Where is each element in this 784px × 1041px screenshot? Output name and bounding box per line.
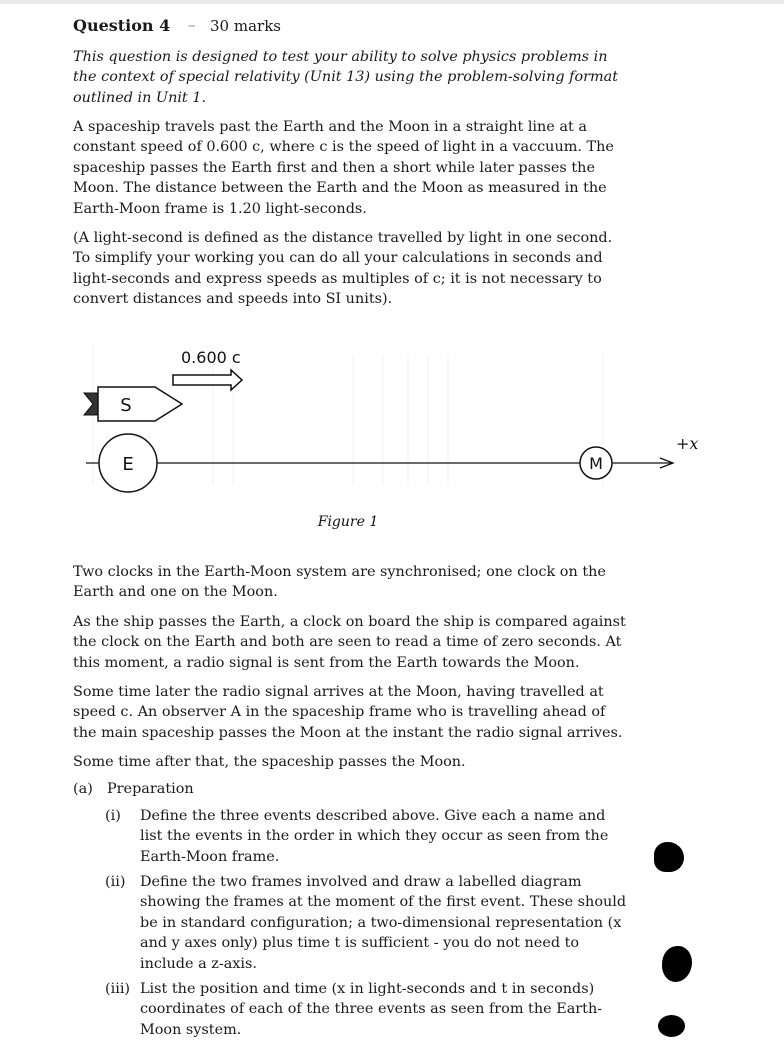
question-marks: 30 marks <box>210 17 281 35</box>
velocity-arrow <box>173 370 242 390</box>
subpart-i <box>105 806 630 867</box>
subpart-iii <box>105 979 630 1040</box>
spaceship <box>98 387 182 421</box>
ship-passes-moon-paragraph: Some time after that, the spaceship passes the Moon. <box>73 754 466 770</box>
intro-text: This question is designed to test your ability to solve physics problems in the context of special relativity (Unit 13) using the problem-solving format outlined in Unit 1. <box>73 49 619 106</box>
clocks-paragraph: Two clocks in the Earth-Moon system are synchronised; one clock on the Earth and one on the Moon. <box>73 564 606 601</box>
speed-label: 0.600 c <box>181 348 241 367</box>
ink-blot <box>654 842 684 872</box>
subpart-text: Define the three events described above. Give each a name and list the events in the order in which they occur as seen from the Earth-Moon frame. <box>140 808 609 865</box>
axis-label: +x <box>676 434 699 453</box>
part-a-title: Preparation <box>107 781 194 797</box>
subpart-label: (ii) <box>105 874 126 890</box>
light-second-note: (A light-second is defined as the distance travelled by light in one second. To simplify your working you can do all your calculations in seconds and light-seconds and express speeds as multiples of c; it is not necessary to convert distances and speeds into SI units). <box>73 230 613 308</box>
subpart-label: (iii) <box>105 981 131 997</box>
scenario-paragraph: A spaceship travels past the Earth and the Moon in a straight line at a constant speed of 0.600 c, where c is the speed of light in a vaccuum. The spaceship passes the Earth first and then a short while later passes the Moon. The distance between the Earth and the Moon as measured in the Earth-Moon frame is 1.20 light-seconds. <box>73 119 614 217</box>
earth-label: E <box>122 454 134 475</box>
ink-blot <box>658 1015 685 1037</box>
observer-paragraph: Some time later the radio signal arrives at the Moon, having travelled at speed c. An observer A in the spaceship frame who is travelling ahead of the main spaceship passes the Moon at the instant the radio signal arrives. <box>73 684 623 741</box>
ship-exhaust <box>84 393 98 415</box>
part-a-label: (a) <box>73 781 93 797</box>
figure-1 <box>73 335 763 545</box>
part-a-heading <box>73 781 194 797</box>
subpart-ii <box>105 872 630 974</box>
top-border <box>0 0 784 4</box>
moon-label: M <box>589 454 603 473</box>
subpart-text: Define the two frames involved and draw a labelled diagram showing the frames at the moment of the first event. These should be in standard configuration; a two-dimensional representation (x and y axes only) plus time t is sufficient - you do not need to include a z-axis. <box>140 874 627 972</box>
subpart-text: List the position and time (x in light-seconds and t in seconds) coordinates of each of the three events as seen from the Earth-Moon system. <box>140 981 603 1038</box>
faint-background-lines <box>93 345 603 485</box>
signal-paragraph: As the ship passes the Earth, a clock on board the ship is compared against the clock on the Earth and both are seen to read a time of zero seconds. At this moment, a radio signal is sent from the Earth towards the Moon. <box>73 614 626 671</box>
question-title: Question 4 <box>73 16 171 35</box>
figure-caption: Figure 1 <box>317 514 379 530</box>
title-separator: – <box>188 16 196 34</box>
ink-blot <box>662 946 692 982</box>
subpart-label: (i) <box>105 808 121 824</box>
ship-label: S <box>120 395 132 416</box>
